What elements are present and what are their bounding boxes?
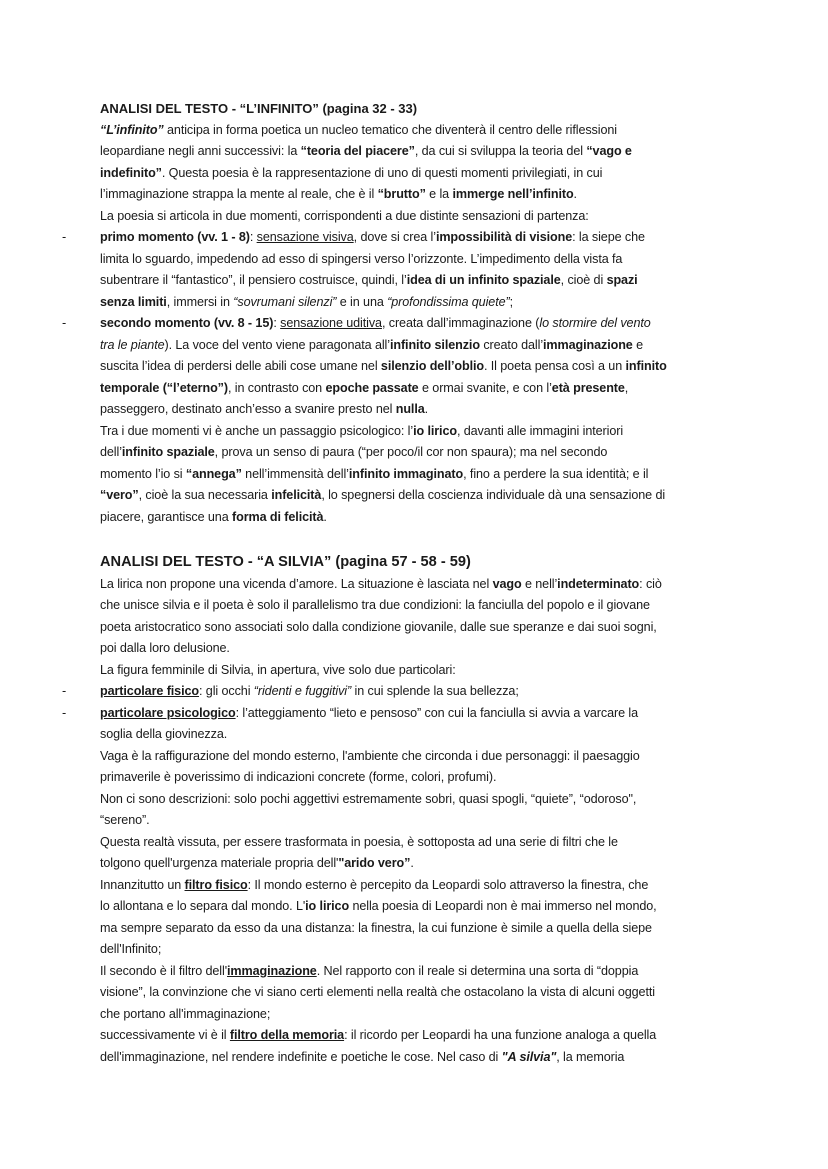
- text-run: ;: [509, 294, 513, 309]
- text-line: [100, 184, 577, 206]
- emphasis-run: senza limiti: [100, 294, 167, 309]
- text-line: [100, 724, 227, 746]
- text-line: [100, 141, 632, 163]
- emphasis-run: età presente: [551, 380, 625, 395]
- text-line: [100, 442, 607, 464]
- text-line: [100, 617, 657, 639]
- emphasis-run: “brutto”: [377, 187, 426, 201]
- text-line: [100, 810, 150, 832]
- text-run: .: [410, 856, 414, 870]
- emphasis-run: infinito spaziale: [121, 445, 215, 459]
- emphasis-run: “profondissima quiete”: [387, 294, 510, 309]
- emphasis-run: filtro fisico: [184, 877, 248, 892]
- emphasis-run: immaginazione: [227, 963, 317, 978]
- emphasis-run: “sovrumani silenzi”: [233, 294, 337, 309]
- emphasis-run: “annega”: [185, 466, 242, 481]
- emphasis-run: particolare psicologico: [100, 705, 236, 720]
- text-run: :: [273, 316, 281, 330]
- emphasis-run: sensazione uditiva: [280, 316, 382, 330]
- text-line: [100, 574, 662, 596]
- text-run: successivamente vi è il: [100, 1028, 230, 1042]
- emphasis-run: infinito silenzio: [389, 337, 480, 352]
- text-run: Vaga è la raffigurazione del mondo esterno, l'ambiente che circonda i due personaggi: il paesaggio: [100, 748, 640, 763]
- emphasis-run: "A silvia": [501, 1049, 557, 1064]
- text-line: [100, 595, 650, 617]
- emphasis-run: immaginazione: [543, 337, 633, 352]
- text-run: lo allontana e lo separa dal mondo. L': [100, 899, 306, 913]
- emphasis-run: “L’infinito”: [100, 122, 164, 137]
- text-run: Questa realtà vissuta, per essere trasformata in poesia, è sottoposta ad una serie di filtri che le: [100, 834, 618, 849]
- emphasis-run: “ridenti e fuggitivi”: [253, 684, 352, 698]
- text-run: piacere, garantisce una: [100, 509, 233, 524]
- emphasis-run: nulla: [395, 402, 425, 416]
- emphasis-run: immerge nell’infinito: [452, 187, 574, 201]
- text-line: [100, 1047, 624, 1069]
- text-line: [100, 896, 657, 918]
- text-line: [100, 832, 618, 854]
- text-run: soglia della giovinezza.: [100, 727, 228, 741]
- text-run: Tra i due momenti vi è anche un passaggio psicologico: l’: [100, 423, 414, 438]
- text-line: [100, 163, 602, 185]
- emphasis-run: spazi: [606, 273, 638, 287]
- text-run: l’immaginazione strappa la mente al reale, che è il: [100, 187, 378, 201]
- text-line: [100, 356, 667, 378]
- text-run: tolgono quell'urgenza materiale propria dell': [100, 856, 339, 870]
- bullet-dash: -: [62, 705, 67, 720]
- emphasis-run: infinito: [625, 359, 667, 373]
- section-heading: ANALISI DEL TESTO - “L’INFINITO” (pagina 32 - 33): [100, 101, 418, 116]
- emphasis-run: infinito immaginato: [348, 466, 464, 481]
- text-run: e la: [425, 187, 453, 201]
- text-line: [100, 875, 648, 897]
- text-run: : il ricordo per Leopardi ha una funzione analoga a quella: [344, 1028, 657, 1042]
- text-run: “sereno”.: [100, 813, 150, 827]
- text-run: .: [323, 509, 327, 524]
- text-line: [100, 1025, 656, 1047]
- emphasis-run: lo stormire del vento: [539, 316, 651, 330]
- emphasis-run: idea di un infinito spaziale: [406, 273, 561, 287]
- text-run: e nell’: [521, 576, 558, 591]
- text-run: creato dall’: [479, 337, 544, 352]
- emphasis-run: io lirico: [305, 899, 350, 913]
- text-run: , cioè di: [560, 273, 607, 287]
- text-run: . Il poeta pensa così a un: [483, 359, 626, 373]
- text-line: [100, 378, 628, 400]
- text-run: passeggero, destinato anch’esso a svanire presto nel: [100, 402, 396, 416]
- text-line: [100, 789, 636, 811]
- text-run: e in una: [336, 294, 388, 309]
- text-run: : la siepe che: [572, 230, 645, 244]
- text-run: poeta aristocratico sono associati solo dalla condizione giovanile, dalle sue speranze e dai suoi sogni,: [100, 619, 657, 634]
- text-run: e ormai svanite, e con l’: [418, 380, 552, 395]
- text-line: [100, 485, 665, 507]
- emphasis-run: “teoria del piacere”: [300, 144, 415, 158]
- text-line: [100, 335, 643, 357]
- text-run: , creata dall’immaginazione (: [381, 316, 540, 330]
- text-line: [100, 982, 655, 1004]
- text-run: , prova un senso di paura (“per poco/il cor non spaura); ma nel secondo: [214, 445, 608, 459]
- text-line: [100, 206, 589, 228]
- text-run: Il secondo è il filtro dell': [100, 963, 228, 978]
- emphasis-run: secondo momento (vv. 8 - 15): [100, 316, 274, 330]
- bullet-line: [62, 703, 638, 725]
- text-run: anticipa in forma poetica un nucleo tematico che diventerà il centro delle riflessioni: [163, 122, 617, 137]
- text-run: e: [632, 337, 644, 352]
- emphasis-run: indeterminato: [557, 576, 640, 591]
- emphasis-run: forma di felicità: [232, 509, 324, 524]
- text-run: subentrare il “fantastico”, il pensiero costruisce, quindi, l’: [100, 273, 407, 287]
- text-run: ma sempre separato da esso da una distanza: la finestra, la cui funzione è simile a quella della siepe: [100, 920, 652, 935]
- text-run: primaverile è poverissimo di indicazioni concrete (forme, colori, profumi).: [100, 770, 497, 784]
- text-line: [100, 853, 414, 875]
- text-run: che portano all'immaginazione;: [100, 1006, 271, 1021]
- text-run: : Il mondo esterno è percepito da Leopardi solo attraverso la finestra, che: [247, 877, 649, 892]
- text-run: : ciò: [639, 576, 662, 591]
- text-run: :: [249, 230, 257, 244]
- bullet-line: [62, 681, 519, 703]
- text-line: [100, 399, 428, 421]
- text-run: visione”, la convinzione che vi siano certi elementi nella realtà che ostacolano la vista di alcuni oggetti: [100, 985, 655, 999]
- text-run: La poesia si articola in due momenti, corrispondenti a due distinte sensazioni di partenza:: [100, 208, 589, 223]
- text-line: [100, 660, 456, 682]
- text-run: suscita l’idea di perdersi delle abili cose umane nel: [100, 359, 381, 373]
- text-run: che unisce silvia e il poeta è solo il parallelismo tra due condizioni: la fanciulla del popolo e il giovane: [100, 598, 650, 612]
- emphasis-run: silenzio dell’oblio: [380, 359, 484, 373]
- text-run: , da cui si sviluppa la teoria del: [414, 144, 587, 158]
- text-line: [100, 120, 617, 142]
- text-line: [100, 918, 652, 940]
- emphasis-run: temporale (“l’eterno”): [100, 380, 228, 395]
- text-run: , davanti alle immagini interiori: [456, 423, 624, 438]
- text-run: : l’atteggiamento “lieto e pensoso” con cui la fanciulla si avvia a varcare la: [235, 705, 638, 720]
- emphasis-run: “vago e: [586, 144, 632, 158]
- emphasis-run: infelicità: [271, 488, 322, 502]
- text-line: [100, 746, 640, 768]
- text-line: [100, 961, 638, 983]
- text-run: dell’: [100, 445, 122, 459]
- text-run: in cui splende la sua bellezza;: [351, 684, 519, 698]
- bullet-dash: -: [62, 316, 67, 330]
- emphasis-run: filtro della memoria: [229, 1028, 345, 1042]
- emphasis-run: io lirico: [413, 423, 457, 438]
- text-line: [100, 270, 638, 292]
- text-run: dell'Infinito;: [100, 942, 162, 956]
- text-line: [100, 464, 648, 486]
- bullet-dash: -: [62, 230, 67, 244]
- section-heading: ANALISI DEL TESTO - “A SILVIA” (pagina 57 - 58 - 59): [100, 554, 471, 570]
- emphasis-run: "arido vero”: [338, 856, 411, 870]
- text-run: . Nel rapporto con il reale si determina una sorta di “doppia: [316, 963, 639, 978]
- text-line: [100, 249, 622, 271]
- text-run: dell'immaginazione, nel rendere indefinite e poetiche le cose. Nel caso di: [100, 1049, 502, 1064]
- text-line: [100, 939, 161, 961]
- text-run: leopardiane negli anni successivi: la: [100, 144, 301, 158]
- text-run: .: [573, 187, 577, 201]
- emphasis-run: vago: [492, 576, 522, 591]
- text-run: , cioè la sua necessaria: [138, 488, 272, 502]
- text-run: La lirica non propone una vicenda d’amore. La situazione è lasciata nel: [100, 576, 493, 591]
- text-run: Innanzitutto un: [100, 877, 185, 892]
- text-run: , in contrasto con: [227, 380, 326, 395]
- text-run: poi dalla loro delusione.: [100, 641, 230, 655]
- text-run: limita lo sguardo, impedendo ad esso di spingersi verso l’orizzonte. L’impedimento della vista fa: [100, 251, 623, 266]
- text-run: , la memoria: [556, 1049, 625, 1064]
- text-run: , lo spegnersi della coscienza individuale dà una sensazione di: [321, 488, 666, 502]
- emphasis-run: epoche passate: [325, 380, 419, 395]
- text-line: [100, 292, 513, 314]
- text-run: . Questa poesia è la rappresentazione di uno di questi momenti privilegiati, in cui: [161, 165, 603, 180]
- bullet-line: [62, 227, 645, 249]
- text-line: [100, 638, 230, 660]
- bullet-dash: -: [62, 684, 67, 698]
- text-run: : gli occhi: [199, 684, 254, 698]
- text-line: [100, 1004, 270, 1026]
- text-run: , dove si crea l’: [353, 230, 436, 244]
- emphasis-run: sensazione visiva: [256, 230, 354, 244]
- text-run: ). La voce del vento viene paragonata all’: [164, 337, 390, 352]
- text-run: La figura femminile di Silvia, in apertura, vive solo due particolari:: [100, 662, 456, 677]
- emphasis-run: impossibilità di visione: [435, 230, 573, 244]
- text-run: Non ci sono descrizioni: solo pochi aggettivi estremamente sobri, quasi spogli, “quiete”, “odoroso",: [100, 791, 637, 806]
- emphasis-run: “vero”: [100, 488, 139, 502]
- text-run: momento l’io si: [100, 466, 186, 481]
- text-line: [100, 767, 496, 789]
- emphasis-run: primo momento (vv. 1 - 8): [100, 230, 250, 244]
- text-run: , fino a perdere la sua identità; e il: [463, 466, 649, 481]
- text-run: , immersi in: [166, 294, 234, 309]
- text-line: [100, 421, 623, 443]
- text-run: .: [424, 402, 429, 416]
- text-run: nell’immensità dell’: [241, 466, 349, 481]
- text-line: [100, 507, 327, 529]
- bullet-line: [62, 313, 651, 335]
- emphasis-run: indefinito”: [100, 165, 162, 180]
- text-run: nella poesia di Leopardi non è mai immerso nel mondo,: [349, 899, 657, 913]
- emphasis-run: tra le piante: [100, 337, 165, 352]
- emphasis-run: particolare fisico: [100, 684, 199, 698]
- text-run: ,: [624, 380, 629, 395]
